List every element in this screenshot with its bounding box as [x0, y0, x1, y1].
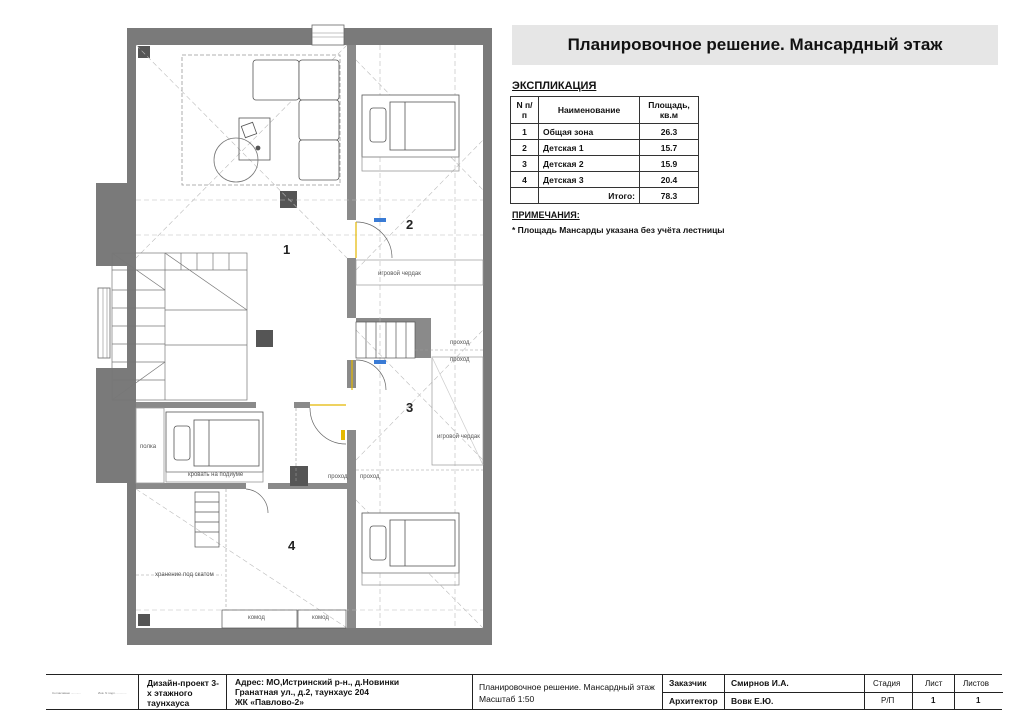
- cell-name: Общая зона: [539, 124, 640, 140]
- stamp-col-address: [226, 675, 472, 709]
- stamp-sheet-title: Планировочное решение. Мансардный этаж: [479, 682, 655, 692]
- label-shelf: полка: [140, 444, 157, 450]
- stamp-customer-name: Смирнов И.А.: [731, 678, 789, 688]
- explication-header-row: [511, 97, 699, 124]
- label-dresser-2: комод: [312, 615, 329, 621]
- table-row: [511, 140, 699, 156]
- total-value: 78.3: [640, 188, 699, 204]
- label-bed-on-podium: кровать на подиуме: [188, 472, 244, 478]
- stamp-col-approvals: [46, 675, 138, 709]
- stamp-col-sheet: [912, 675, 954, 709]
- room-number-4: 4: [288, 538, 296, 553]
- label-play-attic-2: игровой чердак: [437, 434, 480, 440]
- label-dresser-1: комод: [248, 615, 265, 621]
- table-row: [511, 156, 699, 172]
- cell-name: Детская 1: [539, 140, 640, 156]
- cell-name: Детская 3: [539, 172, 640, 188]
- col-header-n: N п/п: [511, 97, 539, 124]
- col-header-area: Площадь, кв.м: [640, 97, 699, 124]
- cell-area: 26.3: [640, 124, 699, 140]
- stamp-scale: Масштаб 1:50: [479, 694, 535, 704]
- cell-n: 2: [511, 140, 539, 156]
- cell-empty: [511, 188, 539, 204]
- table-row: [511, 172, 699, 188]
- cell-n: 3: [511, 156, 539, 172]
- stamp-architect-label: Архитектор: [669, 696, 718, 706]
- stamp-sheets-label: Листов: [963, 679, 989, 688]
- stamp-tiny-b: Инв. N подл. ............: [98, 691, 127, 695]
- table-row: [511, 124, 699, 140]
- stamp-stage-label: Стадия: [873, 679, 901, 688]
- stamp-sheet-value: 1: [931, 696, 936, 705]
- stamp-stage-value: Р/П: [881, 696, 895, 705]
- stamp-address-3: ЖК «Павлово-2»: [235, 697, 304, 707]
- stamp-sheets-value: 1: [976, 696, 981, 705]
- room-number-3: 3: [406, 400, 414, 415]
- bed-room-3: [362, 513, 459, 585]
- sheet-title-box: [512, 25, 998, 65]
- room-number-2: 2: [406, 217, 414, 232]
- stamp-customer-label: Заказчик: [669, 678, 707, 688]
- label-passage-1: проход: [450, 340, 470, 346]
- cell-n: 1: [511, 124, 539, 140]
- stamp-col-sheet-title: [472, 675, 662, 709]
- stamp-project: Дизайн-проект 3-х этажного таунхауса: [147, 678, 219, 708]
- label-storage-under-slope: хранение под скатом: [155, 572, 214, 578]
- label-play-attic-1: игровой чердак: [378, 271, 421, 277]
- explication-heading: ЭКСПЛИКАЦИЯ: [512, 80, 597, 92]
- notes-text: * Площадь Мансарды указана без учёта лестницы: [512, 225, 725, 235]
- bed-room-2: [362, 95, 459, 171]
- stamp-col-names: [724, 675, 864, 709]
- stamp-col-roles: [662, 675, 724, 709]
- stamp-col-sheets: [954, 675, 1002, 709]
- stamp-sheet-label: Лист: [925, 679, 943, 688]
- stamp-address-2: Гранатная ул., д.2, таунхаус 204: [235, 687, 369, 697]
- notes-heading: ПРИМЕЧАНИЯ:: [512, 210, 580, 220]
- total-label: Итого:: [539, 188, 640, 204]
- sheet-title: Планировочное решение. Мансардный этаж: [567, 35, 943, 54]
- label-passage-4: проход: [360, 474, 380, 480]
- title-block: [46, 674, 1002, 710]
- room-number-1: 1: [283, 242, 291, 257]
- stamp-col-stage: [864, 675, 912, 709]
- explication-table: [510, 96, 699, 204]
- total-row: [511, 188, 699, 204]
- stamp-address-1: Адрес: МО,Истринский р-н., д.Новинки: [235, 677, 400, 687]
- stamp-architect-name: Вовк Е.Ю.: [731, 696, 774, 706]
- stamp-col-project: [138, 675, 226, 709]
- cell-area: 15.7: [640, 140, 699, 156]
- label-passage-2: проход: [450, 357, 470, 363]
- label-passage-3: проход: [328, 474, 348, 480]
- cell-area: 15.9: [640, 156, 699, 172]
- cell-name: Детская 2: [539, 156, 640, 172]
- cell-n: 4: [511, 172, 539, 188]
- sofa: [182, 55, 340, 185]
- stamp-tiny-a: Согласовано ............: [52, 691, 81, 695]
- cell-area: 20.4: [640, 172, 699, 188]
- col-header-name: Наименование: [539, 97, 640, 124]
